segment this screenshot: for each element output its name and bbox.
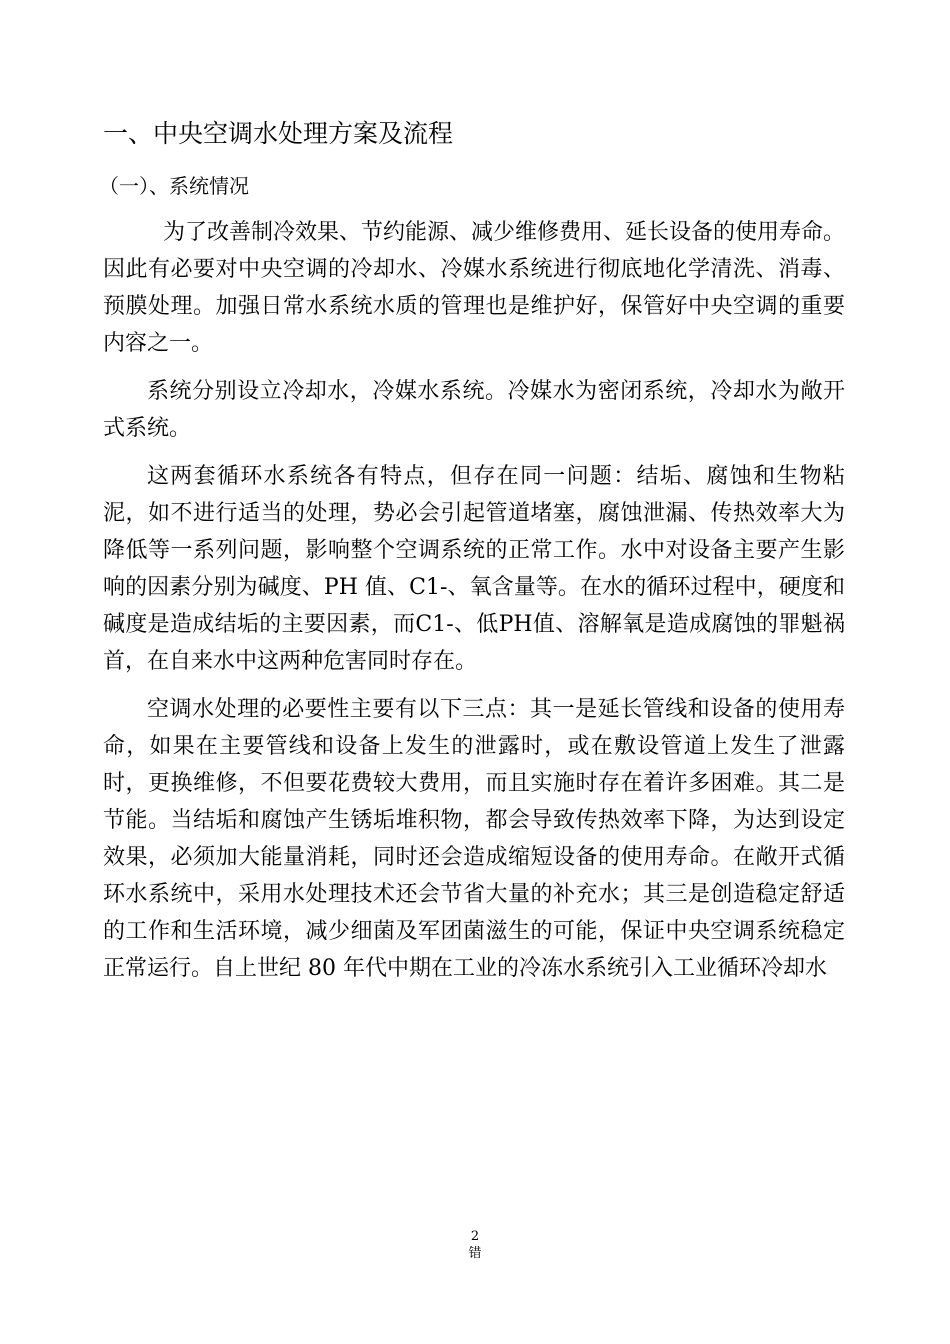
section-heading: 一、中央空调水处理方案及流程: [103, 119, 454, 148]
paragraph: 为了改善制冷效果、节约能源、减少维修费用、延长设备的使用寿命。因此有必要对中央空调的冷却水、冷媒水系统进行彻底地化学清洗、消毒、预膜处理。加强日常水系统水质的管理也是维护好，保管好中央空调的重要内容之一。: [103, 220, 846, 356]
page-footer: [0, 1228, 950, 1262]
page-number: 2: [470, 1229, 480, 1244]
paragraph: 空调水处理的必要性主要有以下三点：其一是延长管线和设备的使用寿命，如果在主要管线和设备上发生的泄露时，或在敷设管道上发生了泄露时，更换维修，不但要花费较大费用，而且实施时存在着许多困难。其二是节能。当结垢和腐蚀产生锈垢堆积物，都会导致传热效率下降，为达到设定效果，必须加大能量消耗，同时还会造成缩短设备的使用寿命。在敞开式循环水系统中，采用水处理技术还会节省大量的补充水；其三是创造稳定舒适的工作和生活环境，减少细菌及军团菌滋生的可能，保证中央空调系统稳定正常运行。自上世纪 80 年代中期在工业的冷冻水系统引入工业循环冷却水: [103, 697, 845, 981]
body-text: [103, 214, 845, 998]
subsection-heading: （一）、系统情况: [99, 174, 249, 198]
paragraph: 这两套循环水系统各有特点，但存在同一问题：结垢、腐蚀和生物粘泥，如不进行适当的处理，势必会引起管道堵塞，腐蚀泄漏、传热效率大为降低等一系列问题，影响整个空调系统的正常工作。水中对设备主要产生影响的因素分别为碱度、PH 值、C1-、氧含量等。在水的循环过程中，硬度和碱度是造成结垢的主要因素，而C1-、低PH值、溶解氧是造成腐蚀的罪魁祸首，在自来水中这两种危害同时存在。: [103, 464, 845, 674]
footer-note: 错: [468, 1246, 482, 1261]
paragraph: 系统分别设立冷却水，冷媒水系统。冷媒水为密闭系统，冷却水为敞开式系统。: [103, 379, 845, 441]
